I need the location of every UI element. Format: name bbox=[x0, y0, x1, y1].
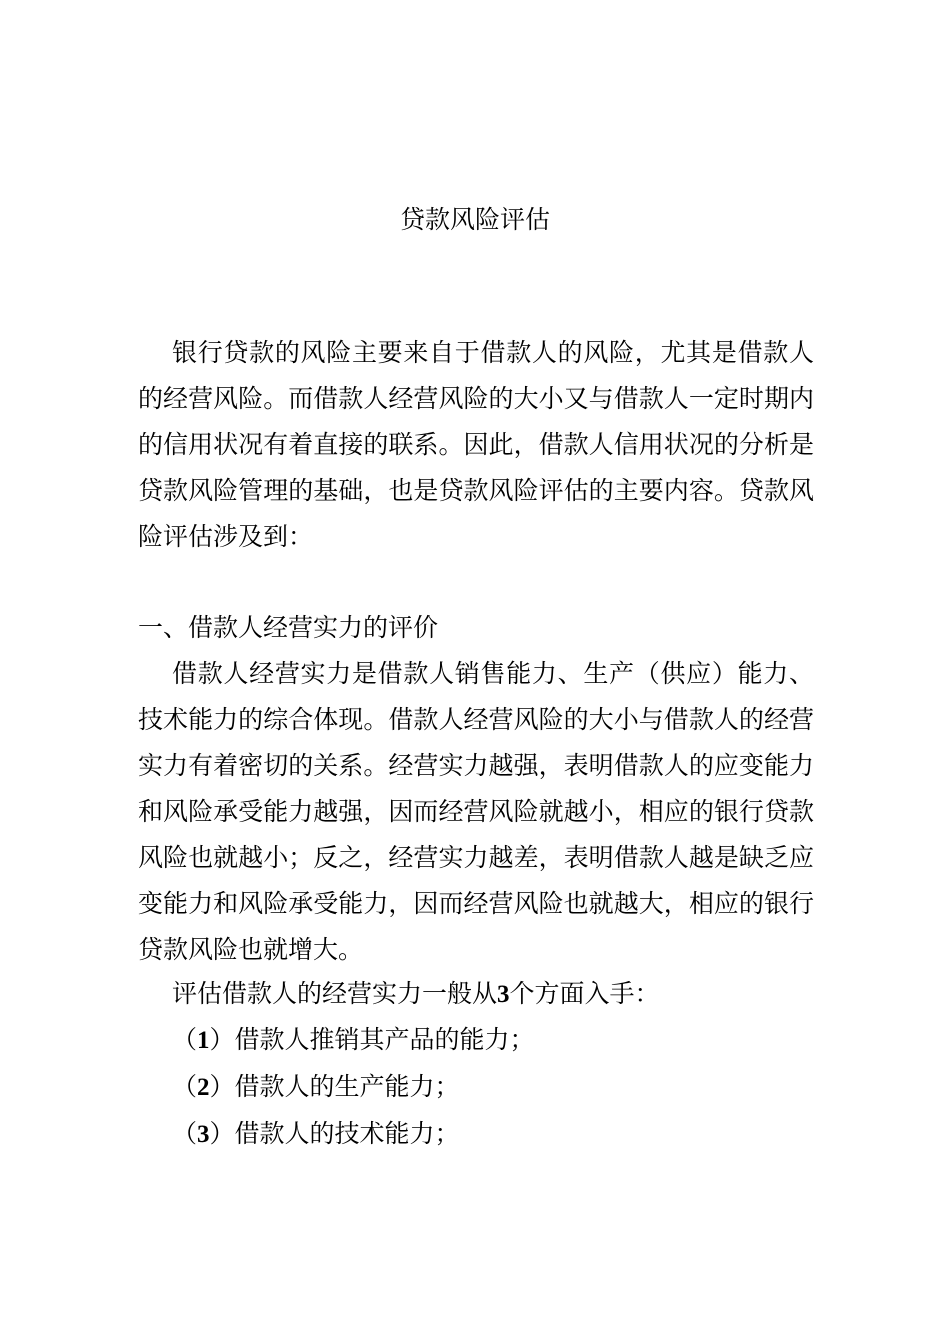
lead-text-before: 评估借款人的经营实力一般从 bbox=[172, 979, 498, 1008]
lead-text-after: 个方面入手： bbox=[509, 979, 660, 1008]
list-item-close-paren: ） bbox=[209, 1025, 235, 1054]
list-item-close-paren: ） bbox=[209, 1119, 235, 1148]
list-item-text: 借款人推销其产品的能力； bbox=[234, 1025, 535, 1054]
list-item-open-paren: （ bbox=[172, 1072, 198, 1101]
list-item-close-paren: ） bbox=[209, 1072, 235, 1101]
aspect-list bbox=[172, 1017, 535, 1158]
list-item bbox=[172, 1064, 535, 1111]
section-paragraph: 借款人经营实力是借款人销售能力、生产（供应）能力、技术能力的综合体现。借款人经营风险的大小与借款人的经营实力有着密切的关系。经营实力越强，表明借款人的应变能力和风险承受能力越强，因而经营风险就越小，相应的银行贷款风险也就越小；反之，经营实力越差，表明借款人越是缺乏应变能力和风险承受能力，因而经营风险也就越大，相应的银行贷款风险也就增大。 bbox=[138, 659, 814, 964]
list-item-number: 2 bbox=[197, 1074, 210, 1101]
list-item-number: 3 bbox=[197, 1121, 210, 1148]
lead-sentence bbox=[172, 971, 660, 1018]
list-item-open-paren: （ bbox=[172, 1119, 198, 1148]
section-heading: 一、借款人经营实力的评价 bbox=[138, 613, 439, 642]
list-item bbox=[172, 1111, 535, 1158]
lead-number: 3 bbox=[497, 981, 510, 1008]
list-item-text: 借款人的生产能力； bbox=[234, 1072, 460, 1101]
list-item-open-paren: （ bbox=[172, 1025, 198, 1054]
intro-paragraph: 银行贷款的风险主要来自于借款人的风险，尤其是借款人的经营风险。而借款人经营风险的大小又与借款人一定时期内的信用状况有着直接的联系。因此，借款人信用状况的分析是贷款风险管理的基础，也是贷款风险评估的主要内容。贷款风险评估涉及到： bbox=[138, 338, 814, 551]
list-item-text: 借款人的技术能力； bbox=[234, 1119, 460, 1148]
list-item-number: 1 bbox=[197, 1027, 210, 1054]
list-item bbox=[172, 1017, 535, 1064]
document-title: 贷款风险评估 bbox=[399, 205, 550, 234]
